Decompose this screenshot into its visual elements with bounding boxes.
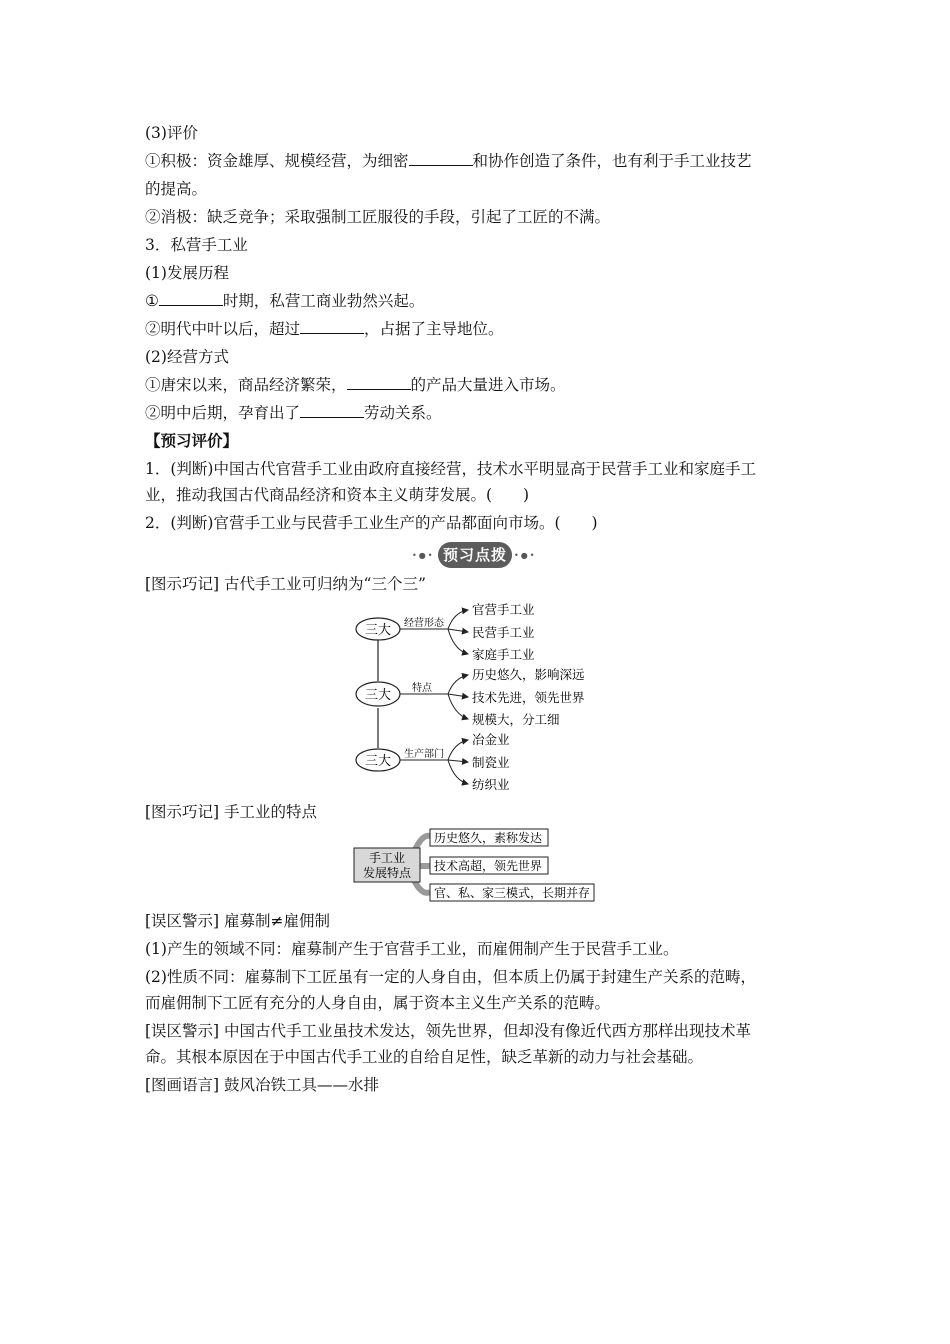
center-label: 手工业 bbox=[368, 851, 406, 865]
node-label: 三大 bbox=[364, 688, 392, 703]
text-segment: 的产品大量进入市场。 bbox=[410, 376, 566, 394]
text-line: 命。其根本原因在于中国古代手工业的自给自足性，缺乏革新的动力与社会基础。 bbox=[145, 1048, 704, 1066]
misconception-heading: [误区警示] 雇募制≠雇佣制 bbox=[145, 912, 331, 930]
text-line bbox=[145, 375, 566, 395]
text-line: 的提高。 bbox=[145, 180, 208, 198]
diagram-caption-2: [图示巧记] 手工业的特点 bbox=[145, 803, 318, 821]
text-line bbox=[145, 403, 442, 423]
center-label: 发展特点 bbox=[362, 866, 412, 880]
diagram-item: 官、私、家三模式，长期并存 bbox=[434, 886, 591, 900]
question-1-line-2: 业，推动我国古代商品经济和资本主义萌芽发展。( ) bbox=[145, 486, 530, 504]
diagram-item: 历史悠久，素称发达 bbox=[434, 831, 543, 845]
question-2: 2．(判断)官营手工业与民营手工业生产的产品都面向市场。( ) bbox=[145, 514, 598, 532]
diagram-item: 冶金业 bbox=[472, 732, 510, 747]
text-line bbox=[145, 151, 752, 171]
diagram-item: 历史悠久，影响深远 bbox=[472, 667, 585, 682]
fill-blank[interactable] bbox=[300, 403, 364, 418]
text-segment: ①积极：资金雄厚、规模经营，为细密 bbox=[145, 152, 409, 170]
section-heading-private: 3．私营手工业 bbox=[145, 236, 248, 254]
text-segment: ①唐宋以来，商品经济繁荣， bbox=[145, 376, 347, 394]
text-segment: ① bbox=[145, 292, 159, 310]
text-line bbox=[145, 319, 504, 339]
preview-evaluation-heading: 【预习评价】 bbox=[145, 431, 239, 450]
group-label: 特点 bbox=[412, 683, 432, 694]
fill-blank[interactable] bbox=[347, 375, 411, 390]
characteristics-diagram bbox=[352, 826, 600, 904]
text-line: (2)性质不同：雇募制下工匠虽有一定的人身自由，但本质上仍属于封建生产关系的范畴， bbox=[145, 968, 756, 986]
preview-tips-banner bbox=[410, 542, 540, 568]
fill-blank[interactable] bbox=[300, 319, 364, 334]
diagram-caption-1: [图示巧记] 古代手工业可归纳为“三个三” bbox=[145, 575, 426, 593]
diagram-item: 技术先进，领先世界 bbox=[472, 690, 585, 705]
diagram-item: 官营手工业 bbox=[472, 602, 535, 617]
subsection-heading: (2)经营方式 bbox=[145, 348, 229, 366]
diagram-item: 技术高超，领先世界 bbox=[434, 859, 543, 873]
text-segment: 和协作创造了条件，也有利于手工业技艺 bbox=[472, 152, 752, 170]
diagram-item: 纺织业 bbox=[472, 777, 510, 792]
diagram-item: 制瓷业 bbox=[472, 755, 510, 770]
text-segment: ，占据了主导地位。 bbox=[364, 320, 504, 338]
text-line: 而雇佣制下工匠有充分的人身自由，属于资本主义生产关系的范畴。 bbox=[145, 994, 611, 1012]
text-line: ②消极：缺乏竞争；采取强制工匠服役的手段，引起了工匠的不满。 bbox=[145, 208, 611, 226]
text-segment: 劳动关系。 bbox=[364, 404, 442, 422]
question-1-line-1: 1．(判断)中国古代官营手工业由政府直接经营，技术水平明显高于民营手工业和家庭手工 bbox=[145, 460, 756, 478]
decorative-dots: •●• bbox=[514, 551, 537, 560]
fill-blank[interactable] bbox=[409, 151, 473, 166]
group-label: 经营形态 bbox=[404, 618, 444, 629]
node-label: 三大 bbox=[364, 623, 392, 638]
decorative-dots: •●• bbox=[412, 551, 435, 560]
diagram-item: 规模大，分工细 bbox=[472, 712, 560, 727]
diagram-item: 家庭手工业 bbox=[472, 647, 535, 662]
three-threes-diagram bbox=[350, 598, 630, 796]
text-line: (1)产生的领域不同：雇募制产生于官营手工业，而雇佣制产生于民营手工业。 bbox=[145, 940, 679, 958]
banner-label: 预习点拨 bbox=[438, 542, 512, 568]
text-line bbox=[145, 291, 424, 311]
node-label: 三大 bbox=[364, 754, 392, 769]
text-segment: ②明中后期，孕育出了 bbox=[145, 404, 301, 422]
image-language-caption: [图画语言] 鼓风冶铁工具——水排 bbox=[145, 1076, 380, 1094]
text-segment: 时期，私营工商业勃然兴起。 bbox=[222, 292, 425, 310]
fill-blank[interactable] bbox=[159, 291, 223, 306]
section-heading-evaluation: (3)评价 bbox=[145, 124, 198, 142]
group-label: 生产部门 bbox=[404, 749, 444, 760]
diagram-item: 民营手工业 bbox=[472, 625, 535, 640]
text-line: [误区警示] 中国古代手工业虽技术发达，领先世界，但却没有像近代西方那样出现技术革 bbox=[145, 1022, 752, 1040]
subsection-heading: (1)发展历程 bbox=[145, 264, 229, 282]
text-segment: ②明代中叶以后，超过 bbox=[145, 320, 301, 338]
